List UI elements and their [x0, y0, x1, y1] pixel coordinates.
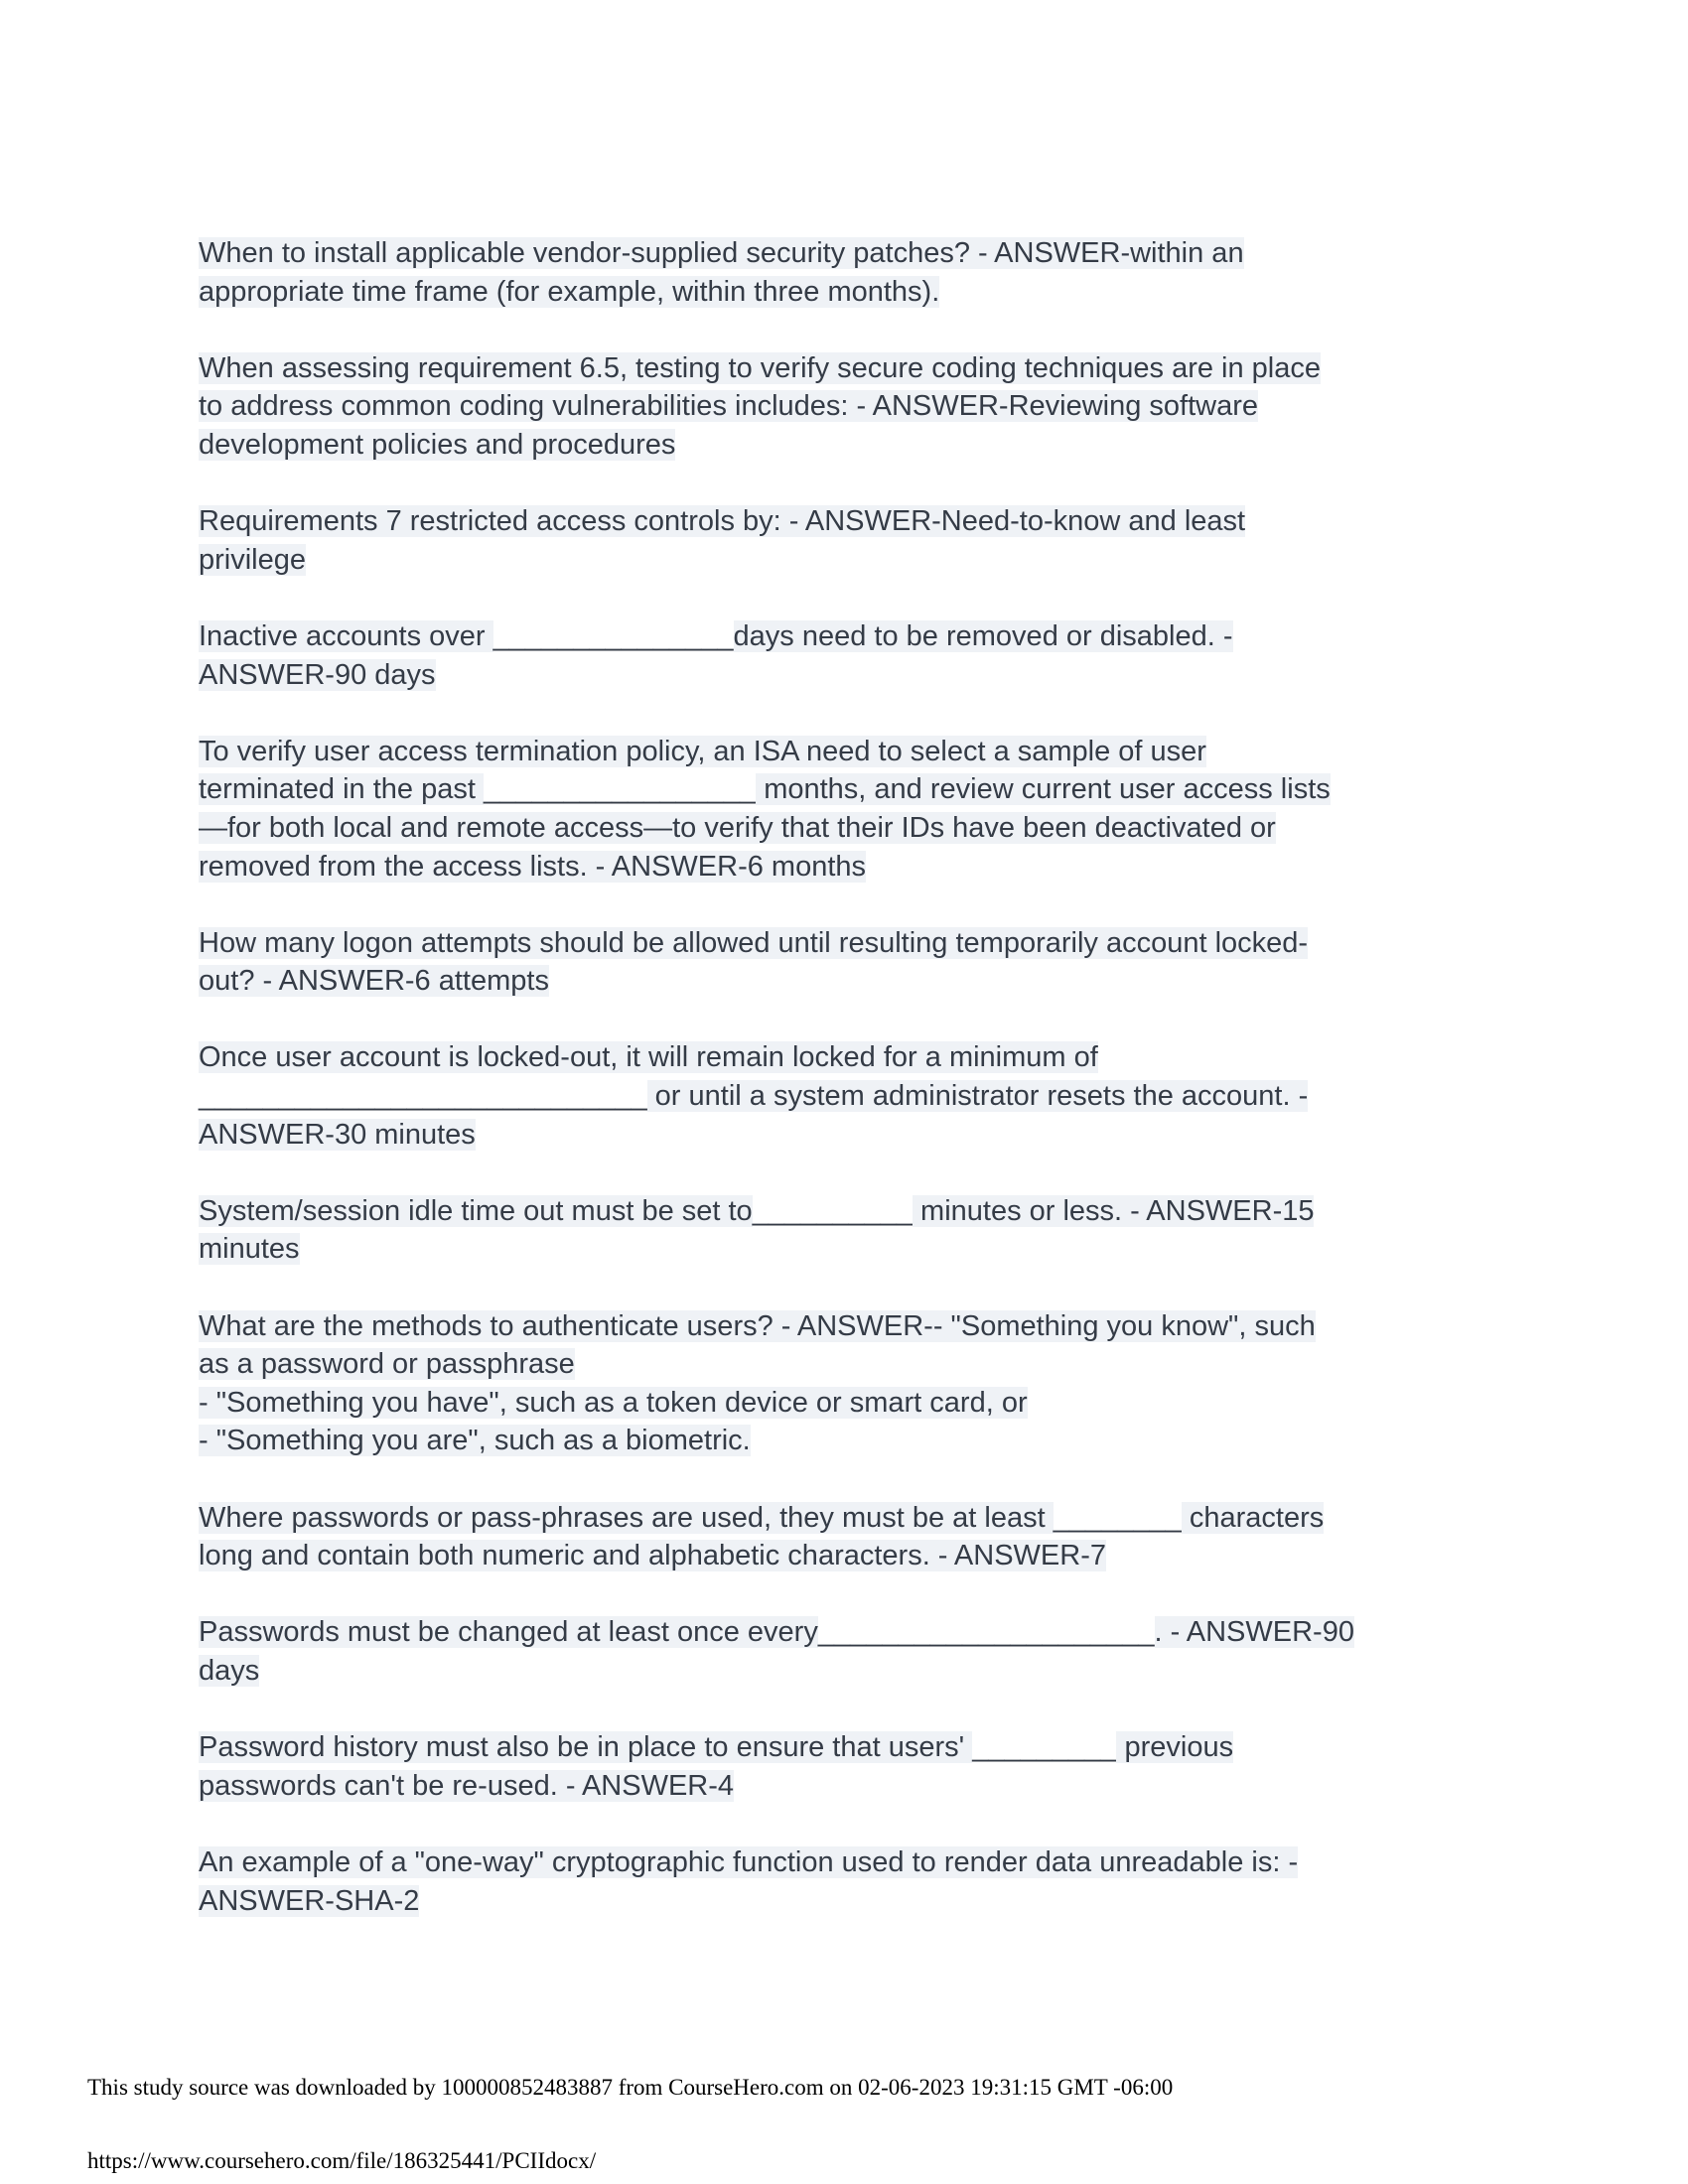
text-line [199, 387, 1549, 426]
highlighted-text: days [199, 1654, 260, 1687]
highlighted-text: Requirements 7 restricted access controls by: - ANSWER-Need-to-know and least [199, 505, 1246, 538]
paragraph [199, 617, 1549, 694]
highlighted-text: - "Something you have", such as a token device or smart card, or [199, 1386, 1028, 1419]
blank-underline: _____________________ [817, 1616, 1155, 1649]
highlighted-text: An example of a "one-way" cryptographic function used to render data unreadable is: - [199, 1845, 1299, 1878]
highlighted-text: ANSWER-90 days [199, 658, 436, 691]
text-line [199, 733, 1549, 771]
highlighted-text: or until a system administrator resets the account. - [646, 1080, 1309, 1113]
highlighted-text: development policies and procedures [199, 428, 676, 461]
highlighted-text: How many logon attempts should be allowed until resulting temporarily account locked- [199, 926, 1309, 959]
paragraph [199, 733, 1549, 886]
text-line [199, 1192, 1549, 1231]
text-line [199, 1116, 1549, 1155]
highlighted-text: out? - ANSWER-6 attempts [199, 965, 549, 998]
highlighted-text: When assessing requirement 6.5, testing to verify secure coding techniques are in place [199, 351, 1322, 384]
highlighted-text: months, and review current user access lists [756, 773, 1331, 806]
text-line [199, 541, 1549, 580]
blank-underline: _________________ [483, 773, 757, 806]
paragraph [199, 1499, 1549, 1575]
text-line [199, 656, 1549, 695]
highlighted-text: Password history must also be in place to ensure that users' [199, 1731, 973, 1764]
highlighted-text: —for both local and remote access—to verify that their IDs have been deactivated or [199, 811, 1276, 844]
text-line [199, 617, 1549, 656]
blank-underline: ________ [1053, 1501, 1182, 1534]
highlighted-text: Where passwords or pass-phrases are used, they must be at least [199, 1501, 1054, 1534]
paragraph [199, 924, 1549, 1001]
highlighted-text: privilege [199, 543, 306, 576]
text-line [199, 1307, 1549, 1346]
highlighted-text: as a password or passphrase [199, 1348, 575, 1381]
highlighted-text: removed from the access lists. - ANSWER-6 months [199, 850, 867, 883]
paragraph [199, 1843, 1549, 1920]
highlighted-text: terminated in the past [199, 773, 484, 806]
text-line [199, 273, 1549, 312]
text-line [199, 1038, 1549, 1077]
paragraph [199, 1038, 1549, 1154]
highlighted-text: When to install applicable vendor-supplied security patches? - ANSWER-within an [199, 237, 1244, 269]
text-line [199, 1384, 1549, 1423]
text-line [199, 426, 1549, 465]
text-line [199, 1499, 1549, 1538]
blank-underline: ____________________________ [199, 1080, 647, 1113]
highlighted-text: What are the methods to authenticate users? - ANSWER-- "Something you know", such [199, 1309, 1316, 1342]
text-line [199, 924, 1549, 963]
text-line [199, 770, 1549, 809]
paragraph [199, 1307, 1549, 1460]
highlighted-text: to address common coding vulnerabilities includes: - ANSWER-Reviewing software [199, 390, 1259, 423]
highlighted-text: Once user account is locked-out, it will remain locked for a minimum of [199, 1041, 1098, 1074]
paragraph [199, 349, 1549, 465]
text-line [199, 1345, 1549, 1384]
highlighted-text: System/session idle time out must be set to [199, 1194, 753, 1227]
highlighted-text: Inactive accounts over [199, 619, 493, 652]
highlighted-text: minutes [199, 1233, 300, 1266]
text-line [199, 1422, 1549, 1460]
highlighted-text: minutes or less. - ANSWER-15 [912, 1194, 1315, 1227]
footer-url[interactable]: https://www.coursehero.com/file/186325441/PCIIdocx/ [87, 2148, 597, 2173]
text-line [199, 962, 1549, 1001]
text-line [199, 1230, 1549, 1269]
text-line [199, 1652, 1549, 1691]
blank-underline: _________ [972, 1731, 1117, 1764]
highlighted-text: - "Something you are", such as a biometric. [199, 1425, 751, 1457]
text-line [199, 809, 1549, 848]
text-line [199, 1843, 1549, 1882]
paragraph [199, 234, 1549, 311]
highlighted-text: appropriate time frame (for example, within three months). [199, 275, 940, 308]
paragraph [199, 502, 1549, 579]
blank-underline: __________ [752, 1194, 913, 1227]
text-line [199, 1882, 1549, 1921]
highlighted-text: To verify user access termination policy, an ISA need to select a sample of user [199, 735, 1206, 767]
footer-download-note: This study source was downloaded by 100000852483887 from CourseHero.com on 02-06-2023 19:31:15 GMT -06:00 [87, 2075, 1174, 2100]
paragraph [199, 1613, 1549, 1690]
text-line [199, 1728, 1549, 1767]
highlighted-text: ANSWER-30 minutes [199, 1118, 476, 1151]
text-line [199, 1077, 1549, 1116]
highlighted-text: long and contain both numeric and alphabetic characters. - ANSWER-7 [199, 1540, 1106, 1572]
highlighted-text: previous [1116, 1731, 1234, 1764]
document-body [199, 234, 1549, 1959]
highlighted-text: passwords can't be re-used. - ANSWER-4 [199, 1769, 735, 1802]
highlighted-text: . - ANSWER-90 [1154, 1616, 1354, 1649]
highlighted-text: Passwords must be changed at least once every [199, 1616, 818, 1649]
text-line [199, 1613, 1549, 1652]
text-line [199, 349, 1549, 388]
highlighted-text: days need to be removed or disabled. - [733, 619, 1233, 652]
text-line [199, 234, 1549, 273]
text-line [199, 1767, 1549, 1806]
paragraph [199, 1192, 1549, 1269]
paragraph [199, 1728, 1549, 1805]
text-line [199, 502, 1549, 541]
highlighted-text: ANSWER-SHA-2 [199, 1884, 420, 1917]
text-line [199, 1537, 1549, 1575]
text-line [199, 848, 1549, 887]
highlighted-text: characters [1181, 1501, 1325, 1534]
blank-underline: _______________ [492, 619, 734, 652]
